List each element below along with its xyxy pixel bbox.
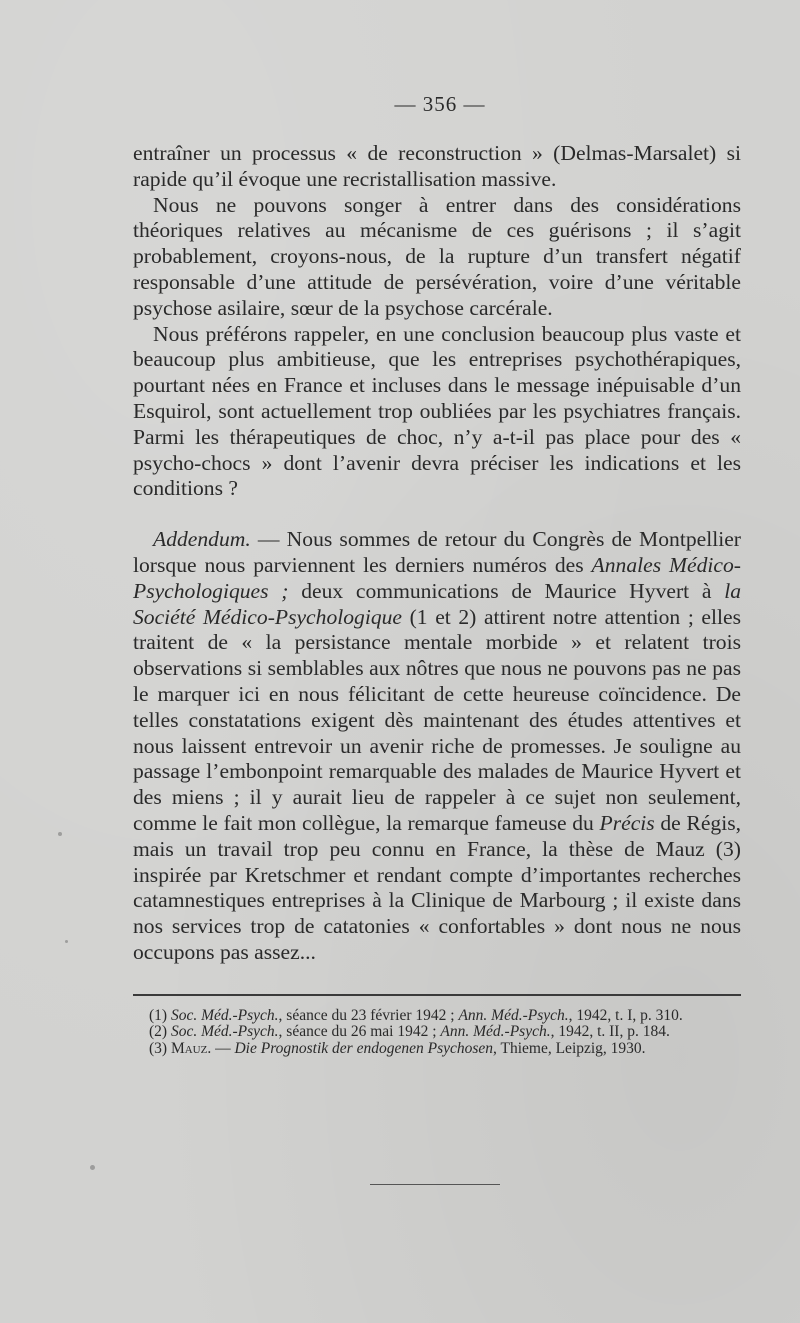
footnote-journal: Ann. Méd.-Psych. <box>458 1006 569 1024</box>
footnote-detail: , séance du 23 février 1942 ; <box>278 1006 459 1024</box>
footnote-detail: , séance du 26 mai 1942 ; <box>278 1023 441 1041</box>
footnote-source: Soc. Méd.-Psych. <box>170 1006 279 1024</box>
addendum-label: Addendum. <box>153 527 251 552</box>
closing-rule <box>370 1184 500 1185</box>
paper-speck <box>90 1165 95 1170</box>
paragraph-3: Nous préférons rappeler, en une conclusion beaucoup plus vaste et beaucoup plus ambitieuse, que les entreprises psychothérapiques, pourtant nées en France et incluses dans le message inépuisable d’un Esquirol, sont actuellement trop oubliées par les psychiatres français. Parmi les thérapeutiques de choc, n’y a-t-il pas place pour des « psycho-chocs » dont l’avenir devra préciser les indications et les conditions ? <box>133 321 741 501</box>
addendum-text-2: deux communications de Maurice Hyvert à <box>288 578 725 603</box>
body-text <box>133 141 741 502</box>
addendum-section <box>133 527 741 966</box>
addendum-paragraph <box>133 527 741 966</box>
footnote-2 <box>133 1024 741 1041</box>
addendum-text-4: de Régis, mais un travail trop peu connu en France, la thèse de Mauz (3) inspirée par Kretschmer et rendant compte d’importantes recherches catamnestiques entreprises à la Clinique de Marbourg ; il existe dans nos services trop de catatonies « confortables » dont nous ne nous occupons pas assez... <box>133 810 742 964</box>
footnote-number: (3) <box>149 1039 168 1057</box>
footnote-author: Mauz. <box>170 1039 212 1057</box>
paper-speck <box>65 940 68 943</box>
footnote-separator <box>133 994 741 996</box>
addendum-text-1: — Nous sommes de retour du Congrès de Montpellier lorsque nous parviennent les derniers numéros des <box>133 527 741 577</box>
paragraph-2: Nous ne pouvons songer à entrer dans des considérations théoriques relatives au mécanisme de ces guérisons ; il s’agit probablement, croyons-nous, de la rupture d’un transfert négatif responsable d’une attitude de persévération, voire d’une véritable psychose asilaire, sœur de la psychose carcérale. <box>133 192 741 320</box>
footnote-dash: — <box>211 1039 235 1057</box>
footnote-number: (1) <box>149 1006 168 1024</box>
footnote-ref: , Thieme, Leipzig, 1930. <box>493 1039 646 1057</box>
addendum-text-3: (1 et 2) attirent notre attention ; elles traitent de « la persistance mentale morbide » et relatent trois observations si semblables aux nôtres que nous ne pouvons pas ne pas le marquer ici en nous félicitant de cette heureuse coïncidence. De telles constatations exigent dès maintenant des études attentives et nous laissent entrevoir un avenir riche de promesses. Je souligne au passage l’embonpoint remarquable des malades de Maurice Hyvert et des miens ; il y aurait lieu de rappeler à ce sujet non seulement, comme le fait mon collègue, la remarque fameuse du <box>133 604 741 835</box>
footnote-3 <box>133 1041 741 1058</box>
footnote-ref: , 1942, t. II, p. 184. <box>550 1023 670 1041</box>
paper-speck <box>58 832 62 836</box>
journal-title: Annales Médico-Psychologiques ; <box>133 552 741 603</box>
paragraph-1: entraîner un processus « de reconstruction » (Delmas-Marsalet) si rapide qu’il évoque une recristallisation massive. <box>133 141 741 191</box>
footnote-book-title: Die Prognostik der endogenen Psychosen <box>234 1039 494 1057</box>
footnote-source: Soc. Méd.-Psych. <box>170 1023 279 1041</box>
book-page <box>133 92 741 1057</box>
footnote-1 <box>133 1008 741 1025</box>
footnote-journal: Ann. Méd.-Psych. <box>440 1023 551 1041</box>
society-name: la Société Médico-Psychologique <box>133 578 741 629</box>
footnote-number: (2) <box>149 1023 168 1041</box>
footnote-ref: , 1942, t. I, p. 310. <box>568 1006 683 1024</box>
page-number: — 356 — <box>394 92 486 116</box>
precis-title: Précis <box>599 810 655 835</box>
footnotes <box>133 1008 741 1058</box>
